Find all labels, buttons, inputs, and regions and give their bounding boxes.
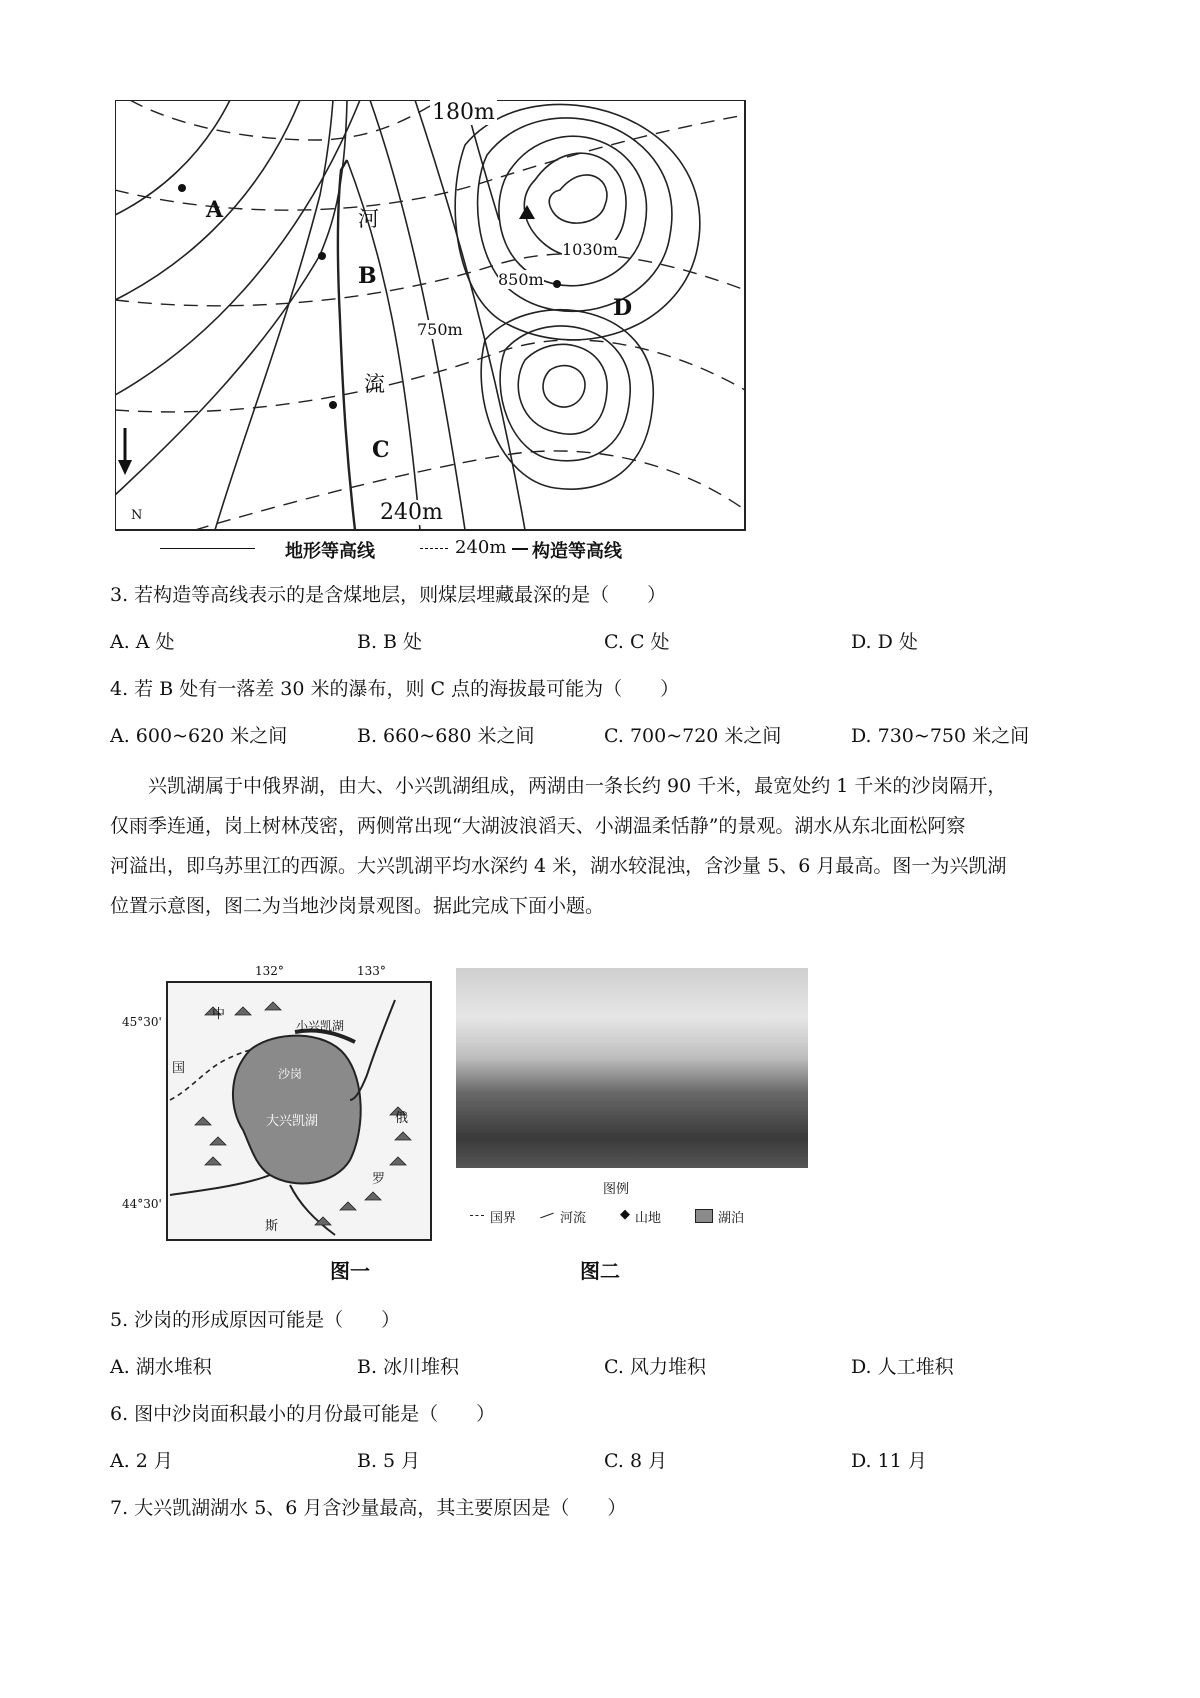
legend-lake: 湖泊 — [718, 1211, 745, 1226]
q5-option-c[interactable]: C. 风力堆积 — [604, 1356, 706, 1378]
figure-legend — [470, 1207, 790, 1227]
legend-dash-line-2 — [512, 548, 528, 550]
legend-terrain-label: 地形等高线 — [285, 541, 375, 562]
legend-mountain-icon: ◆ — [620, 1207, 630, 1222]
map-frame — [115, 100, 745, 530]
peak-elevation-label: 1030m — [562, 240, 618, 259]
lat-4530-label: 45°30' — [122, 1015, 162, 1029]
contour-label-240m: 240m — [380, 500, 443, 525]
legend-mountain: 山地 — [635, 1211, 662, 1226]
passage-line-4: 位置示意图，图二为当地沙岗景观图。据此完成下面小题。 — [110, 895, 605, 917]
legend-structure-value: 240m — [455, 537, 507, 558]
point-b-label: B — [358, 263, 377, 289]
passage-line-3: 河溢出，即乌苏里江的西源。大兴凯湖平均水深约 4 米，湖水较混浊，含沙量 5、6 月最高。图一为兴凯湖 — [110, 855, 1007, 877]
contour-label-180m: 180m — [432, 100, 495, 125]
q3-option-d[interactable]: D. D 处 — [851, 631, 918, 653]
figure-2-caption: 图二 — [580, 1259, 620, 1283]
figure-legend-title: 图例 — [603, 1182, 630, 1197]
passage-line-1: 兴凯湖属于中俄界湖，由大、小兴凯湖组成，两湖由一条长约 90 千米，最宽处约 1 千米的沙岗隔开， — [148, 775, 1007, 797]
q6-option-d[interactable]: D. 11 月 — [851, 1450, 927, 1472]
q5-option-b[interactable]: B. 冰川堆积 — [357, 1356, 460, 1378]
sand-bar-label: 沙岗 — [278, 1067, 303, 1081]
q4-option-c[interactable]: C. 700~720 米之间 — [604, 725, 782, 747]
q5-option-d[interactable]: D. 人工堆积 — [851, 1356, 954, 1378]
q4-option-d[interactable]: D. 730~750 米之间 — [851, 725, 1030, 747]
q6-option-b[interactable]: B. 5 月 — [357, 1450, 421, 1472]
q3-option-b[interactable]: B. B 处 — [357, 631, 423, 653]
figure-1-caption: 图一 — [330, 1259, 370, 1283]
q3-option-c[interactable]: C. C 处 — [604, 631, 670, 653]
legend-dash-line — [420, 548, 448, 549]
legend-structure-label: 构造等高线 — [532, 541, 622, 562]
point-a-label: A — [206, 197, 224, 223]
big-lake-label: 大兴凯湖 — [266, 1114, 319, 1129]
lon-133-label: 133° — [357, 964, 386, 978]
small-lake-label: 小兴凯湖 — [296, 1019, 345, 1033]
china-char-1: 中 — [212, 1007, 226, 1022]
legend-border: 国界 — [490, 1211, 517, 1226]
q6-option-c[interactable]: C. 8 月 — [604, 1450, 668, 1472]
russia-char-2: 罗 — [372, 1172, 386, 1187]
contour-label-850m: 850m — [498, 270, 544, 289]
q6-option-a[interactable]: A. 2 月 — [110, 1450, 173, 1472]
sand-bar-photo — [456, 968, 808, 1168]
contour-legend — [160, 537, 680, 563]
lat-4430-label: 44°30' — [122, 1197, 162, 1211]
river-label-he: 河 — [358, 207, 379, 231]
question-3-text: 3. 若构造等高线表示的是含煤地层，则煤层埋藏最深的是（ ） — [110, 584, 667, 606]
question-7-text: 7. 大兴凯湖湖水 5、6 月含沙量最高，其主要原因是（ ） — [110, 1497, 627, 1519]
lon-132-label: 132° — [255, 964, 284, 978]
question-6-text: 6. 图中沙岗面积最小的月份最可能是（ ） — [110, 1403, 496, 1425]
point-d-marker — [553, 280, 561, 288]
legend-river: 河流 — [560, 1211, 587, 1226]
contour-label-750m: 750m — [417, 320, 463, 339]
question-4-text: 4. 若 B 处有一落差 30 米的瀑布，则 C 点的海拔最可能为（ ） — [110, 678, 680, 700]
passage — [110, 766, 1100, 926]
q4-option-b[interactable]: B. 660~680 米之间 — [357, 725, 535, 747]
legend-solid-line — [160, 548, 255, 549]
passage-line-2: 仅雨季连通，岗上树林茂密，两侧常出现“大湖波浪滔天、小湖温柔恬静”的景观。湖水从东北面松阿察 — [110, 815, 966, 837]
river-label-liu: 流 — [364, 372, 385, 396]
q5-option-a[interactable]: A. 湖水堆积 — [110, 1356, 212, 1378]
china-char-2: 国 — [172, 1061, 186, 1076]
q3-option-a[interactable]: A. A 处 — [110, 631, 175, 653]
point-c-marker — [329, 401, 337, 409]
point-d-label: D — [613, 295, 633, 321]
point-a-marker — [178, 184, 186, 192]
q4-option-a[interactable]: A. 600~620 米之间 — [110, 725, 288, 747]
question-5-text: 5. 沙岗的形成原因可能是（ ） — [110, 1309, 401, 1331]
point-c-label: C — [372, 437, 390, 463]
russia-char-1: 俄 — [395, 1111, 409, 1126]
north-label: N — [131, 508, 143, 523]
point-b-marker — [318, 252, 326, 260]
russia-char-3: 斯 — [265, 1219, 279, 1234]
